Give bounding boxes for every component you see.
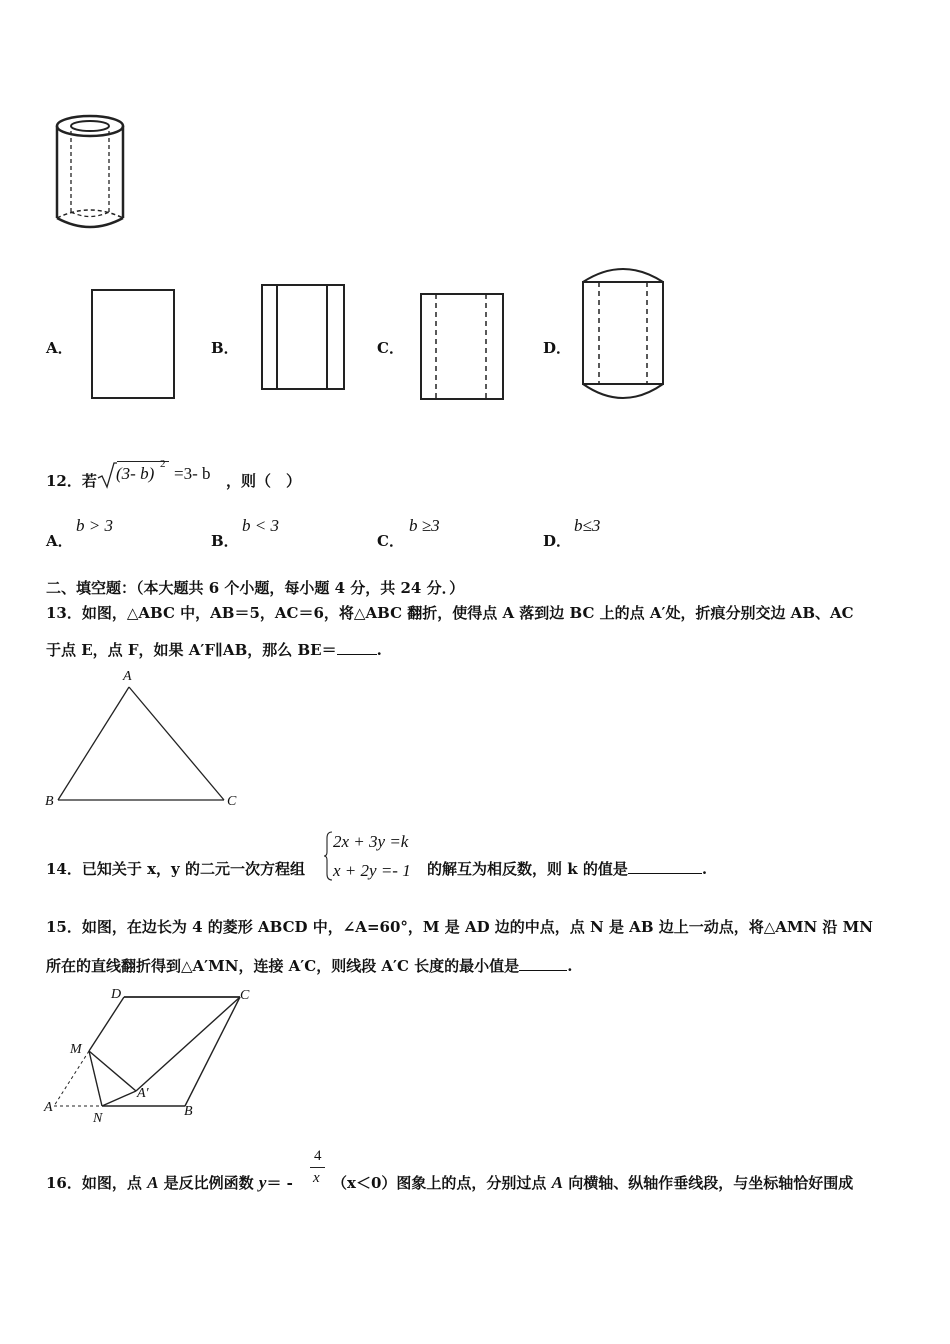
q16-suffix: 向横轴、纵轴作垂线段，与坐标轴恰好围成 <box>562 1174 854 1192</box>
fraction-bar <box>310 1167 325 1168</box>
q15-label-n: N <box>93 1111 103 1126</box>
q16-line <box>46 1172 293 1193</box>
q12-option-b-label[interactable]: B． <box>211 532 239 550</box>
q16-func-eq: ＝ - <box>266 1174 293 1192</box>
q13-label-b: B <box>45 794 54 809</box>
q12-option-a-expr[interactable]: b > 3 <box>76 516 113 535</box>
q16-denominator: x <box>313 1170 320 1186</box>
q13-line2 <box>46 639 382 660</box>
q12-option-c-label[interactable]: C． <box>377 532 404 550</box>
q11-option-b-figure <box>260 283 350 393</box>
q15-label-b: B <box>184 1104 193 1119</box>
q11-option-c-figure <box>419 292 509 402</box>
q15-line2-text: 所在的直线翻折得到△A′MN，连接 A′C，则线段 A′C 长度的最小值是 <box>46 957 520 975</box>
q15-label-c: C <box>240 988 250 1003</box>
q16-mid1: 是反比例函数 <box>158 1174 259 1192</box>
q14-suffix: 的解互为相反数，则 k 的值是 <box>427 860 628 878</box>
q11-option-a-label[interactable]: A． <box>46 339 73 357</box>
q13-label-c: C <box>227 794 237 809</box>
q12-stem-suffix: ，则（ ） <box>226 472 302 490</box>
q11-option-d-figure <box>581 268 671 403</box>
q14-equation-1: 2x + 3y =k <box>333 832 409 851</box>
q14-answer-blank[interactable] <box>628 859 702 874</box>
q15-label-a-prime: A′ <box>137 1086 149 1101</box>
q14-end: . <box>701 860 708 878</box>
square-root-sign <box>97 462 117 490</box>
q13-line2-text: 于点 E，点 F，如果 A′F∥AB，那么 BE＝ <box>46 641 337 659</box>
q14-equation-2: x + 2y =- 1 <box>333 861 411 880</box>
q12-option-b-expr[interactable]: b < 3 <box>242 516 279 535</box>
q12-option-c-expr[interactable]: b ≥3 <box>409 516 440 535</box>
q11-option-b-label[interactable]: B． <box>211 339 239 357</box>
q16-line-rest <box>332 1172 853 1193</box>
q12-exponent: 2 <box>160 458 166 470</box>
q16-prefix: 16．如图，点 <box>46 1174 148 1192</box>
q16-numerator: 4 <box>314 1148 322 1164</box>
q16-point-a-2: A <box>551 1173 563 1192</box>
q15-line2-end: . <box>567 957 573 975</box>
q14-suffix-line <box>427 858 707 879</box>
q13-label-a: A <box>123 669 132 684</box>
q12-stem-prefix: 12．若 <box>46 472 97 490</box>
q11-option-c-label[interactable]: C． <box>377 339 404 357</box>
q13-line1: 13．如图，△ABC 中，AB＝5，AC＝6，将△ABC 翻折，使得点 A 落到边 BC 上的点 A′处，折痕分别交边 AB、AC <box>46 604 854 622</box>
hollow-cylinder-figure <box>45 108 145 238</box>
section-heading: 二、填空题：（本大题共 6 个小题，每小题 4 分，共 24 分．） <box>46 579 465 597</box>
q15-line1: 15．如图，在边长为 4 的菱形 ABCD 中，∠A=60°，M 是 AD 边的中点，点 N 是 AB 边上一动点，将△AMN 沿 MN <box>46 918 873 936</box>
q14-prefix: 14．已知关于 x，y 的二元一次方程组 <box>46 860 305 878</box>
q13-answer-blank[interactable] <box>337 640 377 655</box>
q16-mid2: 图象上的点，分别过点 <box>396 1174 552 1192</box>
q16-condition: （x＜0） <box>332 1174 397 1192</box>
q15-line2 <box>46 955 572 976</box>
q16-func-y: y <box>258 1173 267 1192</box>
q11-option-a-figure <box>90 288 180 403</box>
q15-label-m: M <box>70 1042 82 1057</box>
q11-option-d-label[interactable]: D． <box>543 339 572 357</box>
q12-rhs: =3- b <box>174 464 211 483</box>
q13-line2-end: . <box>376 641 382 659</box>
q15-label-d: D <box>111 987 122 1002</box>
q12-radicand: (3- b) <box>116 464 155 483</box>
q15-label-a: A <box>44 1100 53 1115</box>
q16-point-a: A <box>147 1173 159 1192</box>
triangle-abc-figure <box>40 672 250 812</box>
q12-option-d-label[interactable]: D． <box>543 532 572 550</box>
q12-option-d-expr[interactable]: b≤3 <box>574 516 601 535</box>
q15-answer-blank[interactable] <box>519 956 567 971</box>
q12-option-a-label[interactable]: A． <box>46 532 73 550</box>
